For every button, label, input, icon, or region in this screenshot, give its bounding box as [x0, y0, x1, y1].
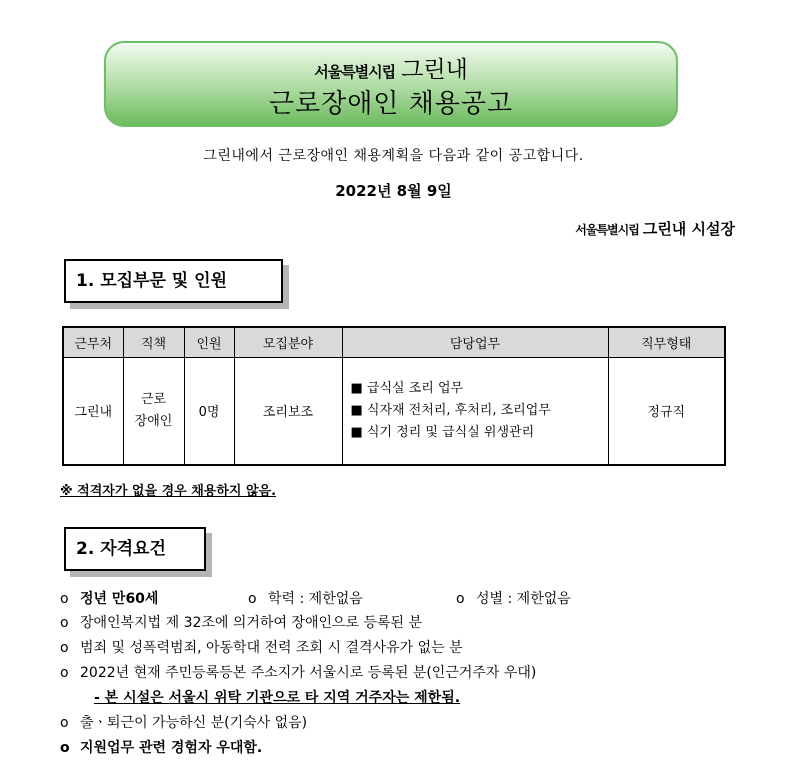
cell-position — [123, 357, 184, 465]
bullet-mark: ο — [60, 665, 69, 681]
signer — [575, 218, 735, 239]
signer-org: 서울특별시립 — [575, 223, 639, 237]
cell-count: 0명 — [184, 357, 234, 465]
req-item: 장애인복지법 제 32조에 의거하여 장애인으로 등록된 분 — [80, 615, 423, 631]
req-preferred: 지원업무 관련 경험자 우대함. — [80, 740, 263, 756]
req-line-education — [248, 588, 363, 608]
req-education: 학력 : 제한없음 — [268, 591, 363, 607]
header-position: 직책 — [123, 327, 184, 357]
bullet-mark: ο — [60, 591, 69, 607]
duty-item: ■ 식자재 전처리, 후처리, 조리업무 — [350, 402, 551, 418]
duty-item: ■ 급식실 조리 업무 — [350, 380, 464, 396]
banner-title: 근로장애인 채용공고 — [268, 89, 514, 119]
duty-item: ■ 식기 정리 및 급식실 위생관리 — [350, 424, 535, 440]
table-row — [63, 357, 725, 465]
cell-field: 조리보조 — [234, 357, 342, 465]
req-line-age — [60, 588, 158, 608]
header-workplace: 근무처 — [63, 327, 123, 357]
req-line-preferred — [60, 737, 262, 757]
table-note: ※ 적격자가 없을 경우 채용하지 않음. — [60, 484, 277, 499]
recruitment-table — [62, 326, 726, 466]
header-count: 인원 — [184, 327, 234, 357]
position-line-2: 장애인 — [134, 413, 173, 429]
bullet-mark: ο — [456, 591, 465, 607]
section-2-title: 2. 자격요건 — [64, 527, 206, 571]
req-line — [60, 662, 536, 682]
req-item: 2022년 현재 주민등록등본 주소지가 서울시로 등록된 분(인근거주자 우대) — [80, 665, 537, 681]
section-1-title: 1. 모집부문 및 인원 — [64, 259, 283, 303]
banner-org-line — [106, 51, 676, 84]
header-duties: 담당업무 — [342, 327, 608, 357]
bullet-mark: ο — [60, 615, 69, 631]
req-item: 범죄 및 성폭력범죄, 아동학대 전력 조회 시 결격사유가 없는 분 — [80, 640, 463, 656]
req-line-gender — [456, 588, 571, 608]
table-header-row — [63, 327, 725, 357]
intro-text: 그린내에서 근로장애인 채용계획을 다음과 같이 공고합니다. — [203, 148, 584, 164]
header-field: 모집분야 — [234, 327, 342, 357]
bullet-mark: ο — [248, 591, 257, 607]
header-type: 직무형태 — [608, 327, 725, 357]
req-commute: 출ㆍ퇴근이 가능하신 분(기숙사 없음) — [80, 715, 308, 731]
announcement-date: 2022년 8월 9일 — [335, 182, 452, 200]
bullet-mark: ο — [60, 715, 69, 731]
bullet-mark: ο — [60, 640, 69, 656]
req-line — [60, 637, 463, 657]
req-line — [60, 612, 422, 632]
signer-name: 그린내 시설장 — [642, 220, 735, 238]
banner-name: 그린내 — [401, 57, 468, 83]
cell-duties — [342, 357, 608, 465]
position-line-1: 근로 — [140, 391, 167, 407]
cell-workplace: 그린내 — [63, 357, 123, 465]
req-line-commute — [60, 712, 307, 732]
cell-type: 정규직 — [608, 357, 725, 465]
title-banner — [104, 41, 678, 127]
req-gender: 성별 : 제한없음 — [476, 591, 571, 607]
bullet-mark: ο — [60, 740, 70, 756]
req-age: 정년 만60세 — [80, 591, 159, 607]
banner-org: 서울특별시립 — [314, 63, 396, 81]
req-sub-note: - 본 시설은 서울시 위탁 기관으로 타 지역 거주자는 제한됨. — [94, 690, 461, 706]
